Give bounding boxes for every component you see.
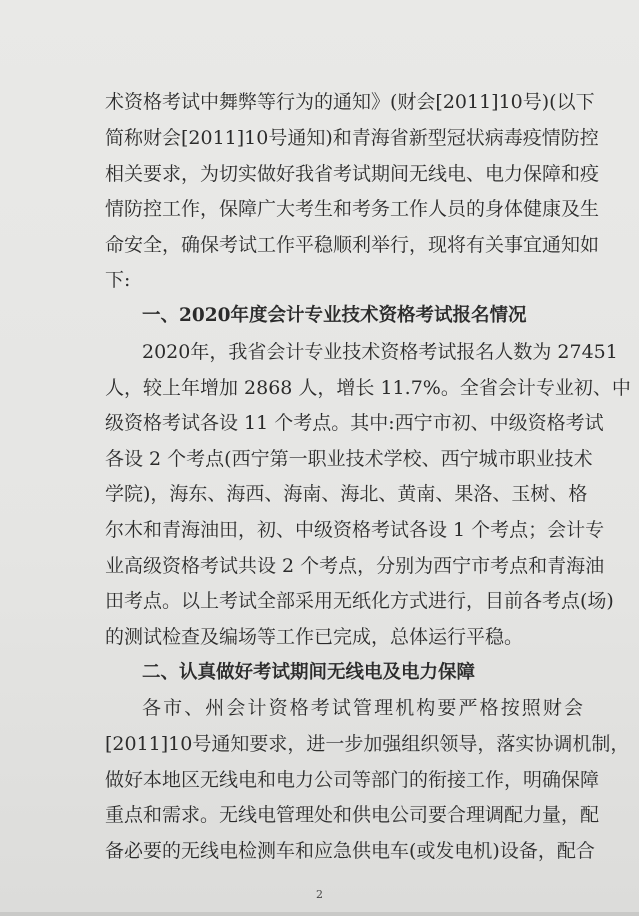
section-1-line: 各设 2 个考点(西宁第一职业技术学校、西宁城市职业技术 xyxy=(105,448,593,470)
section-2-line: 各市、州会计资格考试管理机构要严格按照财会 xyxy=(142,697,583,719)
section-1-line: 2020年，我省会计专业技术资格考试报名人数为 27451 xyxy=(142,341,618,363)
intro-line: 下: xyxy=(105,269,131,291)
page-number: 2 xyxy=(316,888,323,901)
section-1-line: 的测试检查及编场等工作已完成，总体运行平稳。 xyxy=(105,626,524,648)
section-2-line: 做好本地区无线电和电力公司等部门的衔接工作，明确保障 xyxy=(105,769,600,791)
page-edge xyxy=(0,912,639,916)
intro-line: 相关要求，为切实做好我省考试期间无线电、电力保障和疫 xyxy=(105,163,600,185)
intro-line: 术资格考试中舞弊等行为的通知》(财会[2011]10号)(以下 xyxy=(105,91,595,113)
section-1-heading: 一、2020年度会计专业技术资格考试报名情况 xyxy=(142,305,527,326)
intro-line: 简称财会[2011]10号通知)和青海省新型冠状病毒疫情防控 xyxy=(105,127,599,149)
section-2-line: 备必要的无线电检测车和应急供电车(或发电机)设备，配合 xyxy=(105,840,595,862)
section-1-line: 尔木和青海油田，初、中级资格考试各设 1 个考点；会计专 xyxy=(105,519,605,541)
intro-line: 情防控工作，保障广大考生和考务工作人员的身体健康及生 xyxy=(105,198,600,220)
section-1-line: 学院)，海东、海西、海南、海北、黄南、果洛、玉树、格 xyxy=(105,483,588,505)
section-2-heading: 二、认真做好考试期间无线电及电力保障 xyxy=(142,662,476,683)
section-1-line: 田考点。以上考试全部采用无纸化方式进行，目前各考点(场) xyxy=(105,590,614,612)
intro-line: 命安全，确保考试工作平稳顺利举行，现将有关事宜通知如 xyxy=(105,234,600,256)
section-2-line: [2011]10号通知要求，进一步加强组织领导，落实协调机制， xyxy=(105,733,630,755)
section-1-line: 级资格考试各设 11 个考点。其中:西宁市初、中级资格考试 xyxy=(105,412,604,434)
section-1-line: 人，较上年增加 2868 人，增长 11.7%。全省会计专业初、中 xyxy=(105,377,631,399)
section-2-line: 重点和需求。无线电管理处和供电公司要合理调配力量，配 xyxy=(105,804,600,826)
section-1-line: 业高级资格考试共设 2 个考点，分别为西宁市考点和青海油 xyxy=(105,555,605,577)
